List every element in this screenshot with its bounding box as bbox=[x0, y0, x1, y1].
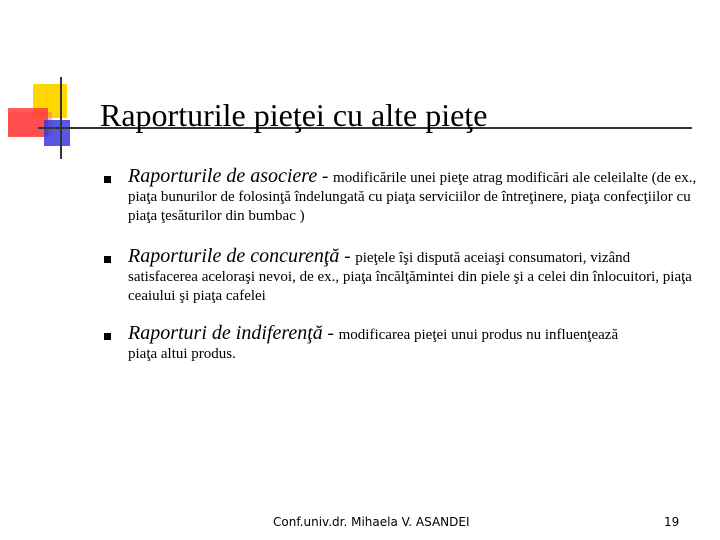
decor-red-square bbox=[8, 108, 48, 137]
bullet-marker bbox=[104, 176, 111, 183]
bullet-separator: - bbox=[317, 166, 334, 187]
bullet-separator: - bbox=[322, 323, 339, 344]
page-number: 19 bbox=[664, 515, 680, 529]
decor-blue-square bbox=[44, 120, 70, 146]
slide-title: Raporturile pieţei cu alte pieţe bbox=[100, 97, 488, 133]
bullet-item-concurenta bbox=[128, 247, 703, 306]
bullet-heading: Raporturi de indiferenţă bbox=[128, 322, 323, 344]
bullet-item-indiferenta bbox=[128, 324, 648, 364]
decor-vertical-line bbox=[60, 77, 62, 159]
bullet-heading: Raporturile de concurenţă bbox=[128, 245, 340, 267]
bullet-text: pieţele îşi dispută aceiaşi consumatori, vizând satisfacerea aceloraşi nevoi, de ex., piaţa încălţămintei din piele şi a celei din înlocuitori, piaţa ceaiului şi piaţa cafelei bbox=[128, 250, 692, 304]
bullet-marker bbox=[104, 256, 111, 263]
footer-author: Conf.univ.dr. Mihaela V. ASANDEI bbox=[273, 515, 470, 529]
bullet-text: modificarea pieţei unui produs nu influenţează piaţa altui produs. bbox=[128, 327, 619, 362]
bullet-marker bbox=[104, 333, 111, 340]
bullet-separator: - bbox=[339, 246, 356, 267]
bullet-text: modificările unei pieţe atrag modificări ale celeilalte (de ex., piaţa bunurilor de folosinţă îndelungată cu piaţa serviciilor de întreţinere, piaţa confecţiilor cu piaţa ţesăturilor din bumbac ) bbox=[128, 170, 697, 224]
bullet-heading: Raporturile de asociere bbox=[128, 165, 318, 187]
bullet-item-asociere bbox=[128, 167, 703, 226]
